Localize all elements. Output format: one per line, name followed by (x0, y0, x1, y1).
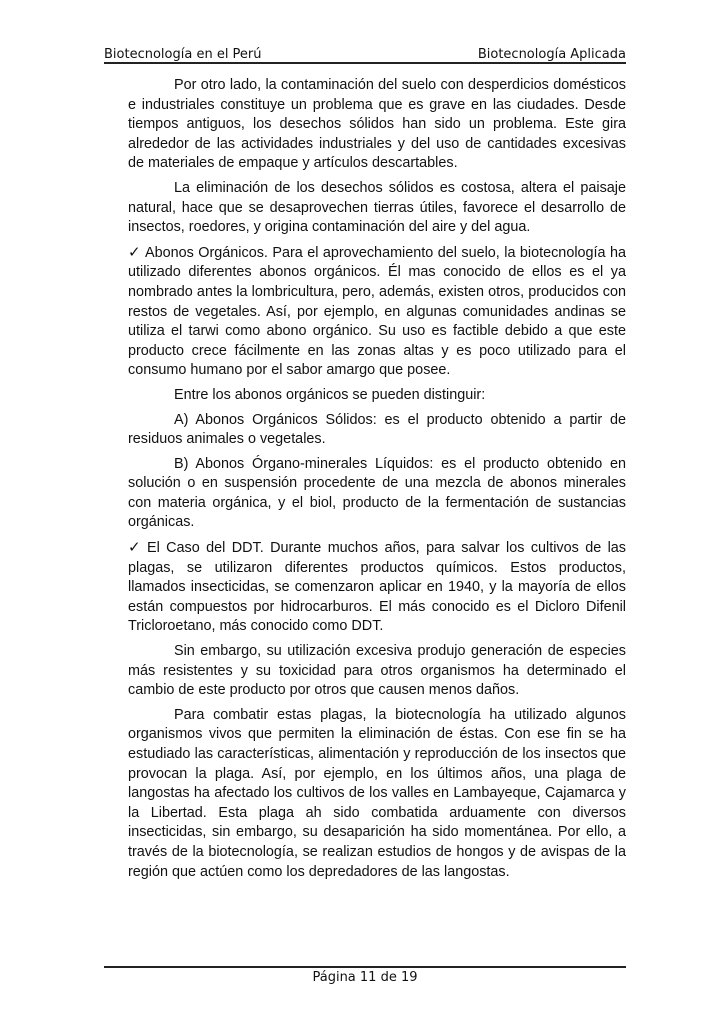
header-right-title: Biotecnología Aplicada (477, 47, 626, 62)
paragraph-liquid-fertilizers: B) Abonos Órgano-minerales Líquidos: es el producto obtenido en solución o en suspensión procedente de una mezcla de abonos minerales con materia orgánica, y el biol, producto de la fermentación de sustancias orgánicas. (128, 455, 626, 531)
header-left-title: Biotecnología en el Perú (104, 47, 262, 62)
footer-divider (104, 966, 626, 968)
page-number: Página 11 de 19 (312, 970, 418, 985)
paragraph-ddt-effects: Sin embargo, su utilización excesiva produjo generación de especies más resistentes y su toxicidad para otros organismos ha determinado el cambio de este producto por otros que causen menos daños. (128, 643, 626, 699)
page-header (104, 38, 626, 62)
paragraph-waste-elimination: La eliminación de los desechos sólidos es costosa, altera el paisaje natural, hace que se desaprovechen tierras útiles, favorece el desarrollo de insectos, roedores, y origina contaminación del aire y del agua. (128, 179, 626, 236)
paragraph-solid-fertilizers: A) Abonos Orgánicos Sólidos: es el producto obtenido a partir de residuos animales o vegetales. (128, 411, 626, 448)
ddt-case-text: El Caso del DDT. Durante muchos años, para salvar los cultivos de las plagas, se utilizaron diferentes productos químicos. Estos productos, llamados insecticidas, se comenzaron aplicar en 1940, y la mayoría de ellos están compuestos por hidrocarburos. El más conocido es el Dicloro Difenil Tricloroetano, más conocido como DDT. (128, 540, 626, 635)
document-body (128, 76, 626, 887)
paragraph-pest-biocontrol: Para combatir estas plagas, la biotecnología ha utilizado algunos organismos vivos que permiten la eliminación de éstas. Con ese fin se ha estudiado las características, alimentación y reproducción de los insectos que provocan la plaga. Así, por ejemplo, en los últimos años, una plaga de langostas ha afectado los cultivos de los valles en Lambayeque, Cajamarca y la Libertad. Esta plaga ah sido combatida arduamente con diversos insecticidas, sin embargo, su desaparición ha sido momentánea. Por ello, a través de la biotecnología, se realizan estudios de hongos y de avispas de la región que actúen como los depredadores de las langostas. (128, 706, 626, 880)
paragraph-organic-fertilizers (128, 243, 626, 381)
organic-fertilizers-text: Abonos Orgánicos. Para el aprovechamiento del suelo, la biotecnología ha utilizado diferentes abonos orgánicos. Él mas conocido de ellos es el ya nombrado antes la lombricultura, pero, además, existen otros, producidos con restos de vegetales. Así, por ejemplo, en algunas comunidades andinas se utiliza el tarwi como abono orgánico. Su uso es factible debido a que este producto crece fácilmente en las zonas altas y es poco utilizado para el consumo humano por el sabor amargo que posee. (128, 244, 626, 379)
checkmark-icon: ✓ (128, 538, 143, 557)
paragraph-soil-contamination: Por otro lado, la contaminación del suelo con desperdicios domésticos e industriales constituye un problema que es grave en las ciudades. Desde tiempos antiguos, los desechos sólidos han sido un problema. Este gira alrededor de las actividades industriales y del uso de cantidades excesivas de materiales de empaque y artículos descartables. (128, 77, 626, 172)
paragraph-ddt-case (128, 538, 626, 637)
checkmark-icon: ✓ (128, 242, 142, 261)
paragraph-fertilizer-types-intro: Entre los abonos orgánicos se pueden distinguir: (174, 386, 486, 403)
header-divider (104, 62, 626, 64)
